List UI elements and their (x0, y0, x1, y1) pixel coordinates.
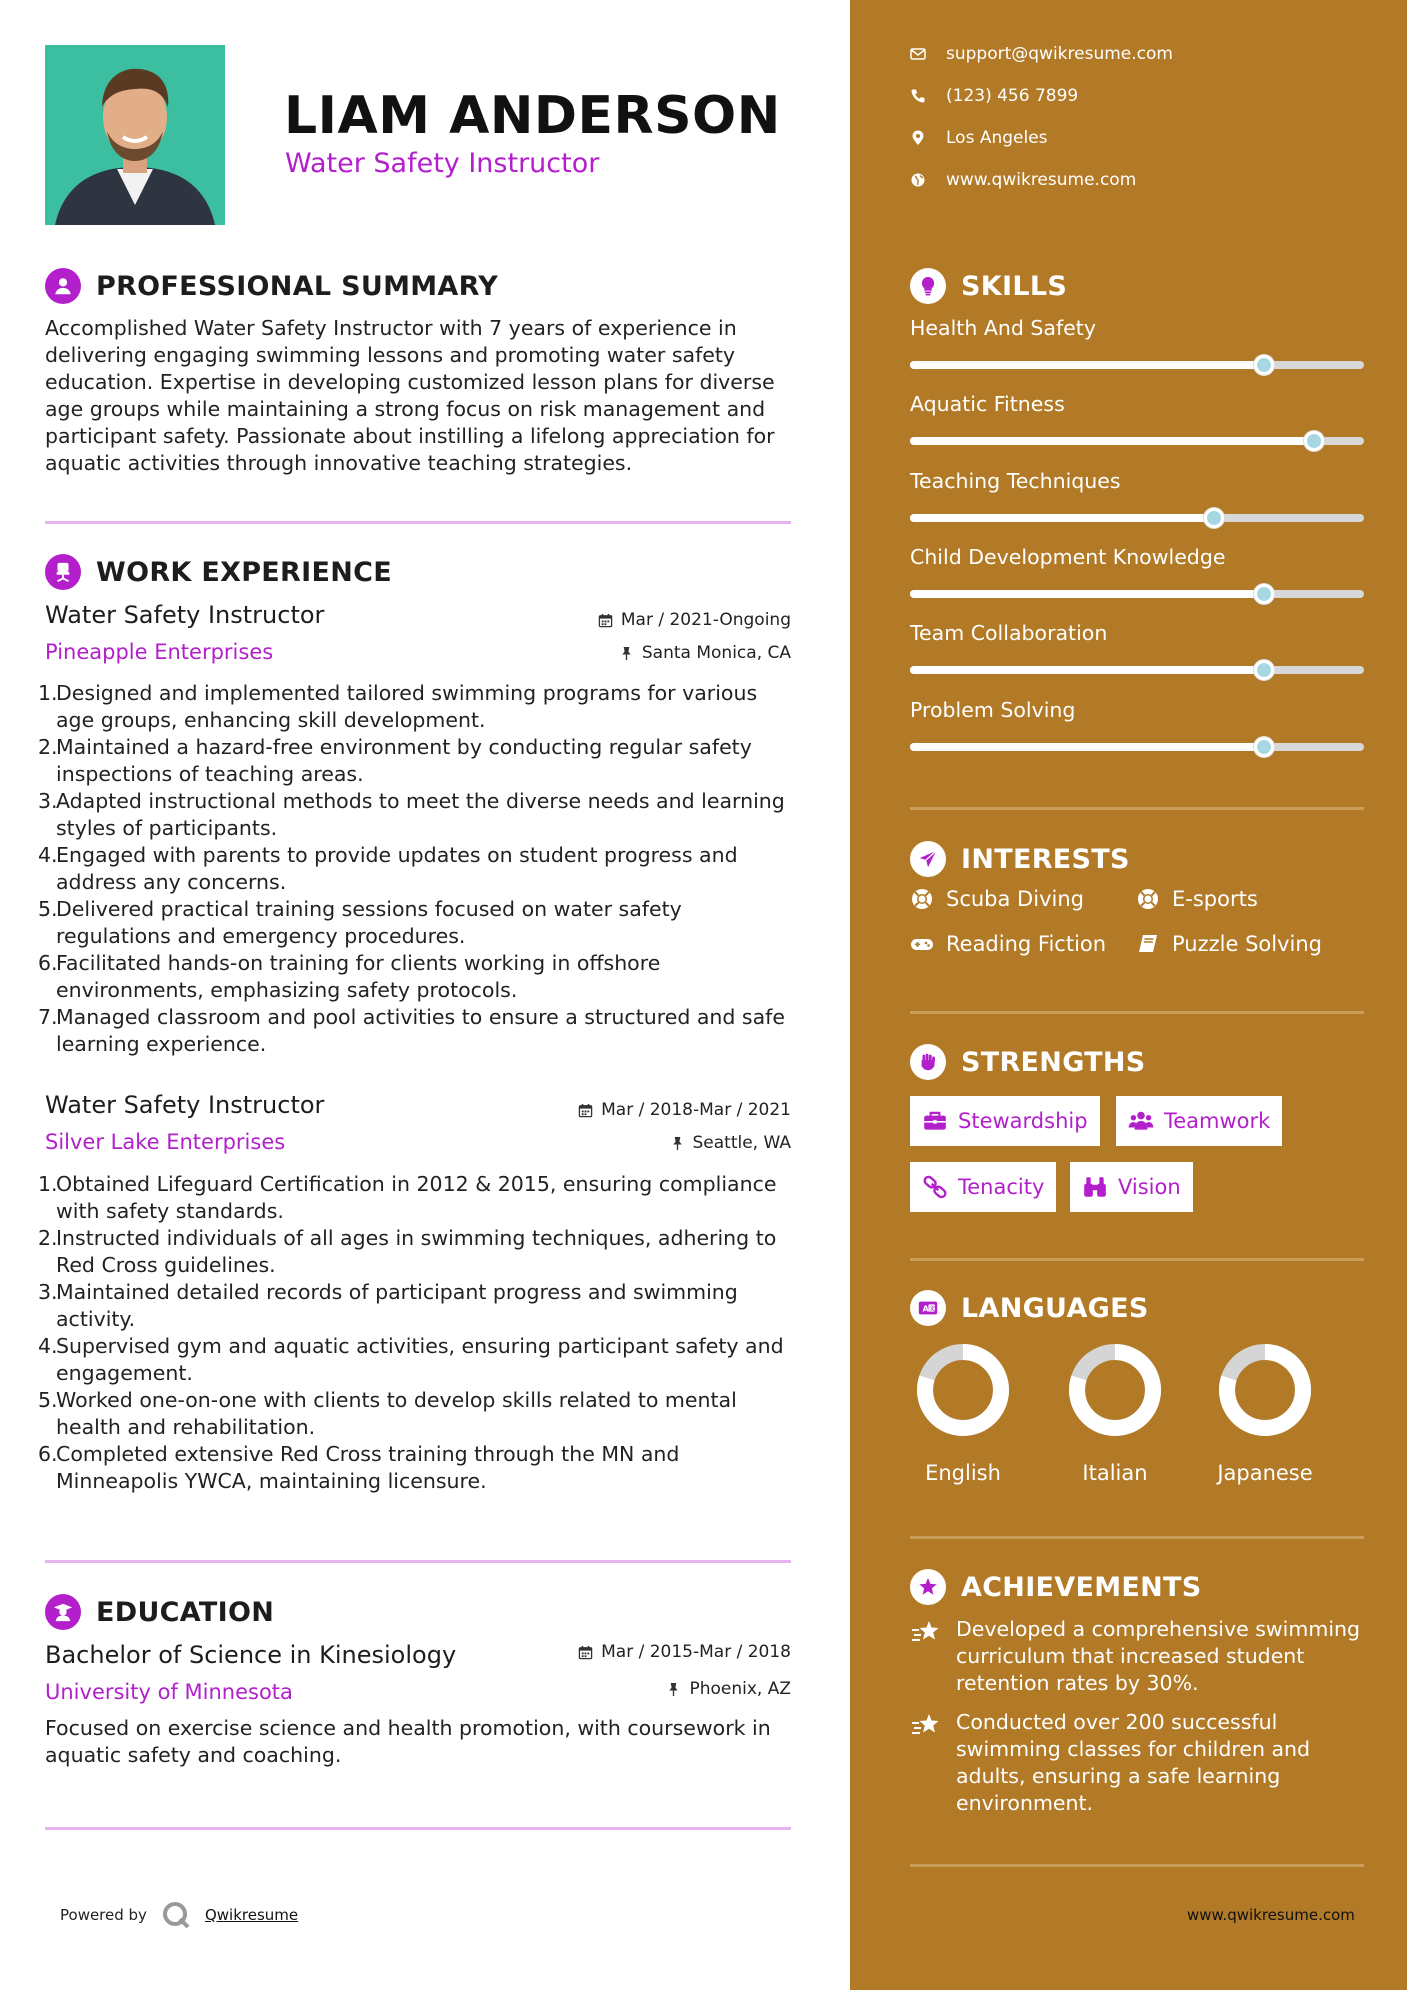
globe-icon (910, 172, 926, 188)
list-item: 5. Worked one-on-one with clients to develop skills related to mental health and rehabilitation. (38, 1388, 737, 1439)
strength-badge: Teamwork (1116, 1096, 1282, 1146)
work-title: WORK EXPERIENCE (96, 556, 392, 588)
gamepad-icon (910, 932, 934, 956)
list-item: 6. Completed extensive Red Cross training through the MN and Minneapolis YWCA, maintaining licensure. (38, 1442, 680, 1493)
skills-heading (910, 268, 1067, 304)
list-item: 3. Maintained detailed records of participant progress and swimming activity. (38, 1280, 738, 1331)
phone-icon (910, 88, 926, 104)
achievements-divider (910, 1864, 1364, 1867)
shooting-star-icon (910, 1616, 942, 1648)
interests-divider (910, 1011, 1364, 1014)
office-chair-icon (45, 554, 81, 590)
work-heading (45, 554, 392, 590)
pin-icon (670, 1136, 685, 1151)
language-item (903, 1343, 1023, 1485)
pin-icon (619, 646, 634, 661)
profile-photo (45, 45, 225, 225)
languages-divider (910, 1536, 1364, 1539)
skill-name: Teaching Techniques (910, 469, 1121, 493)
language-item (1055, 1343, 1175, 1485)
candidate-name: LIAM ANDERSON (284, 86, 781, 146)
degree: Bachelor of Science in Kinesiology (45, 1641, 457, 1669)
contact-phone (910, 86, 1078, 106)
achievements-heading (910, 1569, 1202, 1605)
calendar-icon (598, 613, 613, 628)
paper-plane-icon (910, 841, 946, 877)
calendar-icon (578, 1645, 593, 1660)
education-divider (45, 1827, 791, 1830)
briefcase-icon (922, 1108, 948, 1134)
users-icon (1128, 1108, 1154, 1134)
powered-by (60, 1900, 298, 1930)
shooting-star-icon (910, 1709, 942, 1741)
contact-email (910, 44, 1173, 64)
education-date-text: Mar / 2015-Mar / 2018 (601, 1642, 791, 1662)
contact-website (910, 170, 1136, 190)
strength-badge: Tenacity (910, 1162, 1056, 1212)
footer-website[interactable]: www.qwikresume.com (1187, 1906, 1355, 1924)
interests-heading (910, 841, 1130, 877)
skill-name: Aquatic Fitness (910, 392, 1065, 416)
list-item: 2. Maintained a hazard-free environment by conducting regular safety inspections of teaching areas. (38, 735, 752, 786)
envelope-icon (910, 46, 926, 62)
education-text: Focused on exercise science and health promotion, with coursework in aquatic safety and coaching. (45, 1716, 771, 1767)
language-name: English (925, 1461, 1001, 1485)
skills-divider (910, 807, 1364, 810)
job-2-location-text: Seattle, WA (692, 1133, 791, 1153)
star-badge-icon (910, 1569, 946, 1605)
skill-slider[interactable] (910, 361, 1364, 369)
strengths-heading (910, 1044, 1146, 1080)
list-item: 1. Designed and implemented tailored swimming programs for various age groups, enhancing skill development. (38, 681, 758, 732)
contact-location (910, 128, 1048, 148)
slider-knob[interactable] (1254, 737, 1274, 757)
user-icon (45, 268, 81, 304)
slider-knob[interactable] (1254, 355, 1274, 375)
list-item: 6. Facilitated hands-on training for clients working in offshore environments, emphasizing safety protocols. (38, 951, 661, 1002)
binoculars-icon (1082, 1174, 1108, 1200)
strength-badge: Vision (1070, 1162, 1193, 1212)
lightbulb-icon (910, 268, 946, 304)
achievements-title: ACHIEVEMENTS (961, 1571, 1202, 1603)
book-icon (1136, 932, 1160, 956)
skill-slider[interactable] (910, 437, 1364, 445)
slider-knob[interactable] (1254, 660, 1274, 680)
summary-title: PROFESSIONAL SUMMARY (96, 270, 499, 302)
education-date (578, 1642, 791, 1662)
language-item (1205, 1343, 1325, 1485)
fist-icon (910, 1044, 946, 1080)
candidate-role: Water Safety Instructor (285, 148, 600, 179)
website-text[interactable]: www.qwikresume.com (946, 170, 1137, 190)
job-2-date-text: Mar / 2018-Mar / 2021 (601, 1100, 791, 1120)
phone-text: (123) 456 7899 (946, 86, 1079, 106)
language-name: Japanese (1217, 1461, 1313, 1485)
slider-knob[interactable] (1304, 431, 1324, 451)
achievement-item: Conducted over 200 successful swimming classes for children and adults, ensuring a safe learning environment. (910, 1709, 1370, 1817)
powered-by-label: Powered by (60, 1906, 147, 1924)
skill-name: Health And Safety (910, 316, 1096, 340)
language-donut-chart (1218, 1343, 1312, 1437)
job-1-date (598, 610, 791, 630)
job-1-duties (38, 680, 797, 1058)
job-2-location (670, 1133, 792, 1153)
languages-title: LANGUAGES (961, 1292, 1149, 1324)
email-text[interactable]: support@qwikresume.com (946, 44, 1173, 64)
summary-divider (45, 521, 791, 524)
job-1-date-text: Mar / 2021-Ongoing (620, 610, 791, 630)
skill-slider[interactable] (910, 666, 1364, 674)
interest-item: Reading Fiction (910, 932, 1106, 956)
interest-item: Scuba Diving (910, 887, 1084, 911)
summary-text: Accomplished Water Safety Instructor with 7 years of experience in delivering engaging swimming lessons and promoting water safety education. Expertise in developing customized lesson plans for diverse age groups while maintaining a strong focus on risk management and participant safety. Passionate about instilling a lifelong appreciation for aquatic activities through innovative teaching strategies. (45, 316, 775, 475)
slider-knob[interactable] (1254, 584, 1274, 604)
svg-text:A: A (922, 1303, 929, 1314)
work-divider (45, 1560, 791, 1563)
job-1-location-text: Santa Monica, CA (641, 643, 791, 663)
job-2-title: Water Safety Instructor (45, 1091, 325, 1119)
education-title: EDUCATION (96, 1596, 275, 1628)
list-item: 4. Supervised gym and aquatic activities, ensuring participant safety and engagement. (38, 1334, 784, 1385)
job-1-location (619, 643, 791, 663)
education-location-text: Phoenix, AZ (689, 1679, 791, 1699)
location-text: Los Angeles (946, 128, 1048, 148)
interests-title: INTERESTS (961, 843, 1130, 875)
lifebuoy-icon (910, 887, 934, 911)
list-item: 5. Delivered practical training sessions focused on water safety regulations and emergency procedures. (38, 897, 682, 948)
location-pin-icon (910, 130, 926, 146)
school: University of Minnesota (45, 1680, 293, 1704)
skill-slider[interactable] (910, 514, 1364, 522)
list-item: 7. Managed classroom and pool activities to ensure a structured and safe learning experience. (38, 1005, 786, 1056)
pin-icon (666, 1682, 681, 1697)
interest-item: Puzzle Solving (1136, 932, 1322, 956)
job-2-company: Silver Lake Enterprises (45, 1130, 286, 1154)
lifebuoy-icon (1136, 887, 1160, 911)
avatar-icon (45, 45, 225, 225)
graduate-icon (45, 1594, 81, 1630)
interest-item: E-sports (1136, 887, 1258, 911)
education-location (666, 1679, 791, 1699)
skill-name: Problem Solving (910, 698, 1076, 722)
skill-slider[interactable] (910, 590, 1364, 598)
language-donut-chart (916, 1343, 1010, 1437)
job-2-duties (38, 1171, 797, 1495)
svg-text:文: 文 (929, 1306, 935, 1313)
skills-title: SKILLS (961, 270, 1068, 302)
list-item: 3. Adapted instructional methods to meet the diverse needs and learning styles of participants. (38, 789, 785, 840)
language-donut-chart (1068, 1343, 1162, 1437)
summary-heading (45, 268, 498, 304)
calendar-icon (578, 1103, 593, 1118)
qwikresume-logo-icon (161, 1900, 191, 1930)
job-1-title: Water Safety Instructor (45, 601, 325, 629)
list-item: 4. Engaged with parents to provide updates on student progress and address any concerns. (38, 843, 738, 894)
list-item: 1. Obtained Lifeguard Certification in 2012 & 2015, ensuring compliance with safety standards. (38, 1172, 777, 1223)
strengths-divider (910, 1258, 1364, 1261)
link-icon (922, 1174, 948, 1200)
languages-heading (910, 1290, 1149, 1326)
job-2-date (578, 1100, 791, 1120)
strengths-title: STRENGTHS (961, 1046, 1146, 1078)
achievement-item: Developed a comprehensive swimming curriculum that increased student retention rates by 30%. (910, 1616, 1370, 1697)
skill-name: Team Collaboration (910, 621, 1108, 645)
translate-icon (910, 1290, 946, 1326)
strength-badge: Stewardship (910, 1096, 1100, 1146)
brand-link[interactable]: Qwikresume (204, 1906, 299, 1924)
job-1-company: Pineapple Enterprises (45, 640, 274, 664)
education-heading (45, 1594, 274, 1630)
skill-slider[interactable] (910, 743, 1364, 751)
list-item: 2. Instructed individuals of all ages in swimming techniques, adhering to Red Cross guidelines. (38, 1226, 777, 1277)
skill-name: Child Development Knowledge (910, 545, 1226, 569)
language-name: Italian (1082, 1461, 1148, 1485)
